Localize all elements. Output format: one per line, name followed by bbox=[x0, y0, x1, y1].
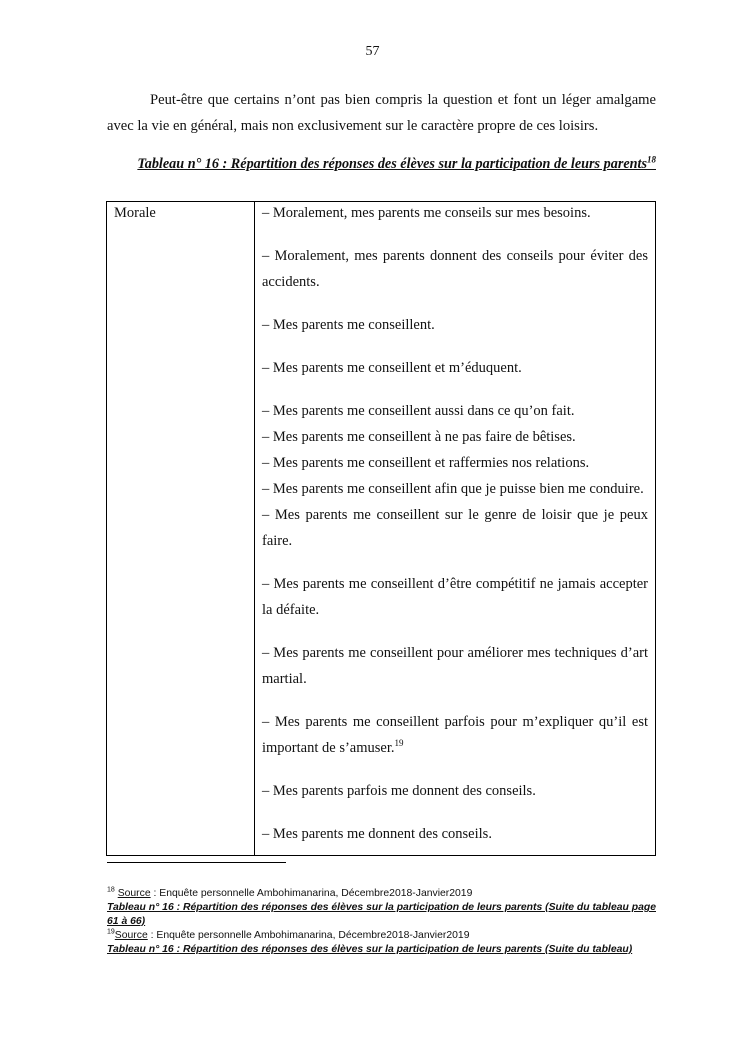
response-item: – Mes parents me conseillent. bbox=[262, 317, 435, 333]
footnote-18-continuation: Tableau n° 16 : Répartition des réponses des élèves sur la participation de leurs parents (Suite du tableau page 61 à 66) bbox=[107, 902, 656, 927]
intro-text: Peut-être que certains n’ont pas bien compris la question et font un léger amalgame avec la vie en général, mais non exclusivement sur le caractère propre de ces loisirs. bbox=[107, 92, 656, 134]
response-item: – Mes parents me conseillent pour améliorer mes techniques d’art martial. bbox=[262, 645, 648, 687]
responses-cell bbox=[255, 202, 656, 856]
intro-paragraph bbox=[107, 87, 656, 139]
response-item: – Mes parents parfois me donnent des conseils. bbox=[262, 783, 536, 799]
footnote-19-source-text: : Enquête personnelle Ambohimanarina, Décembre2018-Janvier2019 bbox=[147, 930, 470, 941]
response-block bbox=[262, 640, 648, 692]
response-block bbox=[262, 312, 648, 338]
response-block bbox=[262, 398, 648, 554]
response-item: – Mes parents me conseillent afin que je puisse bien me conduire. bbox=[262, 481, 644, 497]
response-text: – Mes parents me conseillent parfois pour m’expliquer qu’il est important de s’amuser. bbox=[262, 714, 648, 756]
response-block bbox=[262, 355, 648, 381]
table-row bbox=[107, 202, 656, 856]
table-title-footnote-ref: 18 bbox=[647, 154, 656, 165]
page-number: 57 bbox=[365, 44, 380, 59]
responses-table bbox=[106, 201, 656, 856]
response-item: – Mes parents me donnent des conseils. bbox=[262, 826, 492, 842]
response-item bbox=[262, 709, 648, 761]
table-title-text: Tableau n° 16 : Répartition des réponses des élèves sur la participation de leurs parents bbox=[137, 156, 647, 172]
response-item: – Moralement, mes parents donnent des conseils pour éviter des accidents. bbox=[262, 248, 648, 290]
footnote-19-source bbox=[107, 929, 656, 943]
footnote-19-source-label: Source bbox=[114, 930, 148, 941]
table-title bbox=[107, 156, 656, 173]
footnote-18-source bbox=[107, 887, 656, 901]
footnote-separator bbox=[107, 862, 286, 863]
response-item: – Mes parents me conseillent aussi dans ce qu’on fait. bbox=[262, 403, 575, 419]
response-block bbox=[262, 200, 648, 226]
footnote-19-number: 19 bbox=[107, 928, 115, 936]
footnote-18-source-label: Source bbox=[117, 888, 151, 899]
response-block bbox=[262, 778, 648, 804]
response-item: – Mes parents me conseillent et raffermies nos relations. bbox=[262, 455, 590, 471]
footnotes bbox=[107, 887, 656, 957]
response-item: – Moralement, mes parents me conseils sur mes besoins. bbox=[262, 205, 591, 221]
response-item: – Mes parents me conseillent à ne pas faire de bêtises. bbox=[262, 429, 576, 445]
footnote-19-continuation: Tableau n° 16 : Répartition des réponses des élèves sur la participation de leurs parents (Suite du tableau) bbox=[107, 944, 633, 955]
response-footnote-ref: 19 bbox=[394, 738, 404, 749]
response-block bbox=[262, 243, 648, 295]
response-block bbox=[262, 821, 648, 847]
footnote-18-source-text: : Enquête personnelle Ambohimanarina, Décembre2018-Janvier2019 bbox=[150, 888, 473, 899]
response-block bbox=[262, 571, 648, 623]
response-item: – Mes parents me conseillent d’être compétitif ne jamais accepter la défaite. bbox=[262, 576, 648, 618]
footnote-18-number: 18 bbox=[107, 886, 115, 894]
response-item: – Mes parents me conseillent et m’éduquent. bbox=[262, 360, 522, 376]
response-block bbox=[262, 709, 648, 761]
response-item: – Mes parents me conseillent sur le genre de loisir que je peux faire. bbox=[262, 507, 648, 549]
category-cell: Morale bbox=[107, 202, 255, 856]
